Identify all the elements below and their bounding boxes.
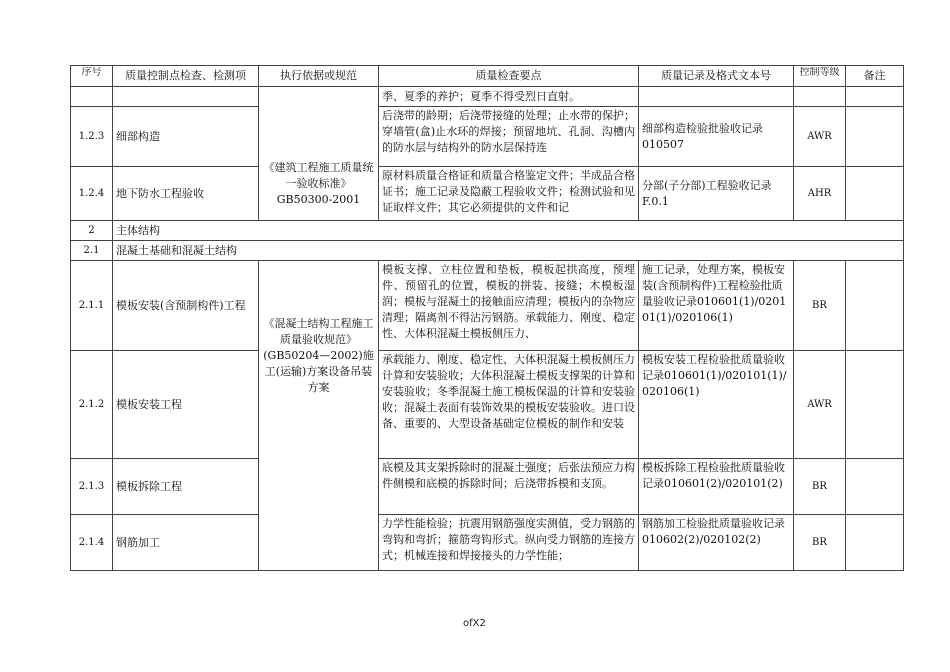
cell-remark bbox=[846, 261, 904, 351]
basis-text-gb50204: 《混凝土结构工程施工质量验收规范》(GB50204—2002)施工(运输)方案设备吊装方案 bbox=[263, 316, 374, 394]
cell-point: 钢筋加工 bbox=[113, 515, 259, 571]
header-seq: 序号 bbox=[71, 66, 113, 87]
cell-essentials: 后浇带的龄期；后浇带接缝的处理；止水带的保护；穿墙管(盒)止水环的焊接；预留地坑、孔洞、沟槽内的防水层与结构外的防水层保持连 bbox=[379, 107, 639, 167]
cell-level bbox=[794, 87, 846, 107]
section-title: 混凝土基础和混凝土结构 bbox=[113, 241, 904, 261]
section-row bbox=[71, 241, 904, 261]
cell-record: 模板拆除工程检验批质量验收记录010601(2)/020101(2) bbox=[639, 459, 794, 515]
header-point: 质量控制点检查、检测项 bbox=[113, 66, 259, 87]
cell-point: 细部构造 bbox=[113, 107, 259, 167]
cell-level: AWR bbox=[794, 351, 846, 459]
cell-remark bbox=[846, 515, 904, 571]
cell-level: AHR bbox=[794, 167, 846, 221]
cell-seq: 2.1.3 bbox=[71, 459, 113, 515]
cell-level: BR bbox=[794, 459, 846, 515]
cell-point bbox=[113, 87, 259, 107]
cell-point: 地下防水工程验收 bbox=[113, 167, 259, 221]
cell-essentials: 底模及其支架拆除时的混凝土强度；后张法预应力构件侧模和底模的拆除时间；后浇带拆模和支顶。 bbox=[379, 459, 639, 515]
cell-seq: 2 bbox=[71, 221, 113, 241]
cell-remark bbox=[846, 351, 904, 459]
cell-essentials: 原材料质量合格证和质量合格鉴定文件；半成品合格证书；施工记录及隐蔽工程验收文件；检测试验和见证取样文件；其它必须提供的文件和记 bbox=[379, 167, 639, 221]
cell-record: 钢筋加工检验批质量验收记录010602(2)/020102(2) bbox=[639, 515, 794, 571]
page-number: ofX2 bbox=[463, 618, 486, 629]
header-record: 质量记录及格式文本号 bbox=[639, 66, 794, 87]
cell-remark bbox=[846, 167, 904, 221]
table-row bbox=[71, 515, 904, 571]
cell-basis-1 bbox=[259, 87, 379, 221]
cell-level: BR bbox=[794, 515, 846, 571]
cell-seq: 2.1.4 bbox=[71, 515, 113, 571]
cell-essentials: 力学性能检验；抗震用钢筋强度实测值，受力钢筋的弯钩和弯折；箍筋弯钩形式。纵向受力钢筋的连接方式；机械连接和焊接接头的力学性能； bbox=[379, 515, 639, 571]
header-level: 控制等级 bbox=[794, 66, 846, 87]
cell-record: 施工记录，处理方案，模板安装(含预制构件)工程检验批质量验收记录010601(1)/020101(1)/020106(1) bbox=[639, 261, 794, 351]
cell-basis-2 bbox=[259, 261, 379, 571]
cell-level: BR bbox=[794, 261, 846, 351]
cell-point: 模板拆除工程 bbox=[113, 459, 259, 515]
table-row bbox=[71, 87, 904, 107]
cell-remark bbox=[846, 107, 904, 167]
cell-record: 细部构造检验批验收记录010507 bbox=[639, 107, 794, 167]
cell-remark bbox=[846, 87, 904, 107]
table-row bbox=[71, 107, 904, 167]
cell-essentials: 承载能力、刚度、稳定性、大体积混凝土模板侧压力计算和安装验收；大体积混凝土模板支撑架的计算和安装验收；冬季混凝土施工模板保温的计算和安装验收；混凝土表面有装饰效果的模板安装验收。进口设备、重要的、大型设备基础定位模板的制作和安装 bbox=[379, 351, 639, 459]
cell-point: 模板安装工程 bbox=[113, 351, 259, 459]
cell-remark bbox=[846, 459, 904, 515]
cell-record: 模板安装工程检验批质量验收记录010601(1)/020101(1)/020106(1) bbox=[639, 351, 794, 459]
header-row bbox=[71, 66, 904, 87]
header-essentials: 质量检查要点 bbox=[379, 66, 639, 87]
cell-record bbox=[639, 87, 794, 107]
section-title: 主体结构 bbox=[113, 221, 904, 241]
section-row bbox=[71, 221, 904, 241]
table-row bbox=[71, 261, 904, 351]
header-remark: 备注 bbox=[846, 66, 904, 87]
cell-level: AWR bbox=[794, 107, 846, 167]
table-row bbox=[71, 167, 904, 221]
cell-seq bbox=[71, 87, 113, 107]
cell-record: 分部(子分部)工程验收记录F.0.1 bbox=[639, 167, 794, 221]
cell-essentials: 季、夏季的养护；夏季不得受烈日直射。 bbox=[379, 87, 639, 107]
header-basis: 执行依据或规范 bbox=[259, 66, 379, 87]
cell-essentials: 模板支撑、立柱位置和垫板，模板起拱高度，预埋件、预留孔的位置，模板的拼装、接缝；木模板湿润；模板与混凝土的接触面应清理；模板内的杂物应清理；隔离剂不得沾污钢筋。承载能力、刚度、稳定性、大体积混凝土模板侧压力、 bbox=[379, 261, 639, 351]
cell-seq: 2.1.1 bbox=[71, 261, 113, 351]
table-row bbox=[71, 351, 904, 459]
cell-seq: 1.2.3 bbox=[71, 107, 113, 167]
cell-point: 模板安装(含预制构件)工程 bbox=[113, 261, 259, 351]
table-row bbox=[71, 459, 904, 515]
cell-seq: 1.2.4 bbox=[71, 167, 113, 221]
basis-text-gb50300: 《建筑工程施工质量统一验收标准》GB50300-2001 bbox=[263, 160, 374, 206]
cell-seq: 2.1 bbox=[71, 241, 113, 261]
cell-seq: 2.1.2 bbox=[71, 351, 113, 459]
quality-control-table bbox=[70, 65, 904, 571]
